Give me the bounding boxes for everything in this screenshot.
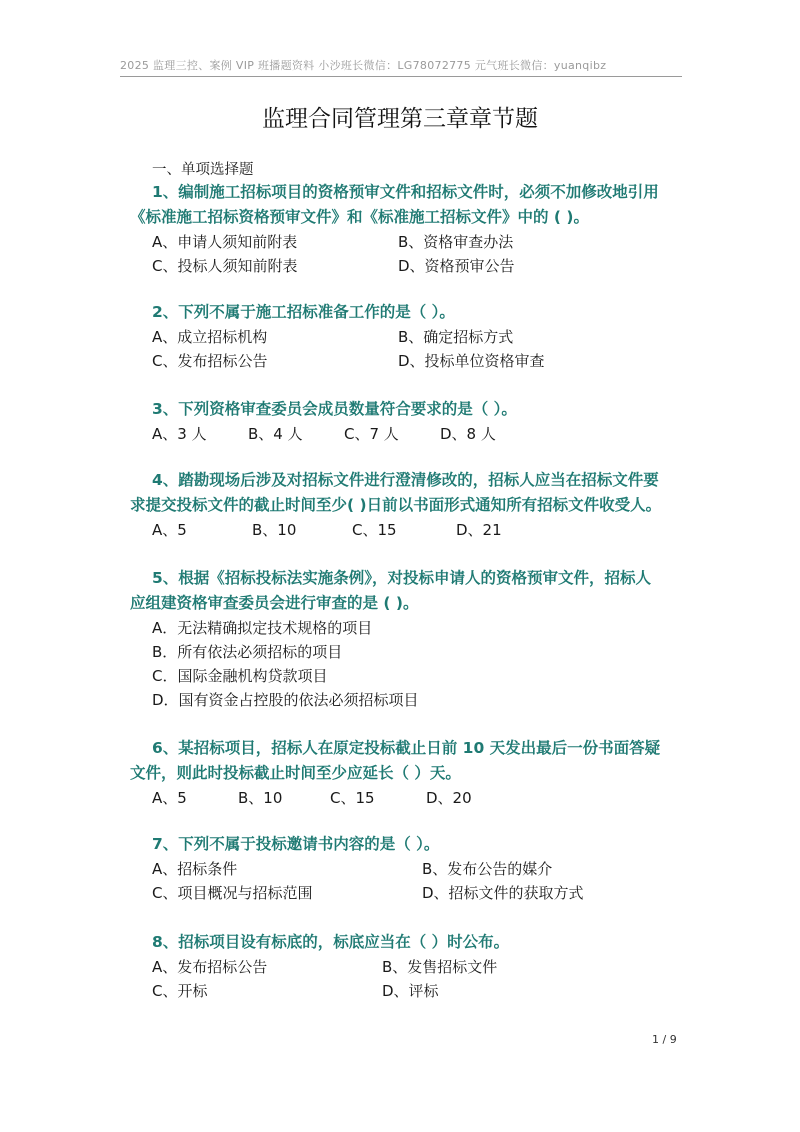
option-d: D、8 人 (440, 425, 496, 443)
header-divider (120, 76, 682, 77)
option-a: A、5 (152, 789, 187, 807)
question-text: 2、下列不属于施工招标准备工作的是（ ）。 (152, 303, 455, 321)
option-a: A、3 人 (152, 425, 207, 443)
question-6 (130, 736, 690, 810)
question-8 (130, 930, 690, 1003)
option-b: B．所有依法必须招标的项目 (152, 643, 343, 661)
option-a: A、申请人须知前附表 (152, 233, 298, 251)
option-a: A、5 (152, 521, 187, 539)
question-text: 文件，则此时投标截止时间至少应延长（ ）天。 (130, 764, 461, 782)
question-2 (130, 300, 690, 373)
option-c: C、15 (352, 521, 397, 539)
option-d: D．国有资金占控股的依法必须招标项目 (152, 691, 419, 709)
question-text: 6、某招标项目，招标人在原定投标截止日前 10 天发出最后一份书面答疑 (152, 739, 661, 757)
question-text: 应组建资格审查委员会进行审查的是 ( )。 (130, 594, 419, 612)
option-c: C、项目概况与招标范围 (152, 884, 313, 902)
option-d: D、招标文件的获取方式 (422, 884, 584, 902)
question-4 (130, 468, 690, 542)
option-d: D、资格预审公告 (398, 257, 515, 275)
option-a: A、招标条件 (152, 860, 238, 878)
question-3 (130, 397, 690, 446)
option-d: D、评标 (382, 982, 439, 1000)
option-a: A．无法精确拟定技术规格的项目 (152, 619, 373, 637)
question-text: 4、踏勘现场后涉及对招标文件进行澄清修改的，招标人应当在招标文件要 (152, 471, 659, 489)
section-heading: 一、单项选择题 (152, 162, 254, 178)
question-text: 《标准施工招标资格预审文件》和《标准施工招标文件》中的 ( )。 (130, 208, 589, 226)
page-header-text: 2025 监理三控、案例 VIP 班播题资料 小沙班长微信：LG78072775 元气班长微信：yuanqibz (120, 59, 607, 72)
option-b: B、发售招标文件 (382, 958, 498, 976)
question-text: 3、下列资格审查委员会成员数量符合要求的是（ ）。 (152, 400, 517, 418)
page-title: 监理合同管理第三章章节题 (262, 106, 538, 132)
option-c: C、7 人 (344, 425, 399, 443)
option-b: B、确定招标方式 (398, 328, 514, 346)
option-d: D、投标单位资格审查 (398, 352, 545, 370)
option-d: D、20 (426, 789, 472, 807)
question-text: 求提交投标文件的截止时间至少( )日前以书面形式通知所有招标文件收受人。 (130, 496, 662, 514)
option-b: B、10 (238, 789, 283, 807)
option-b: B、4 人 (248, 425, 303, 443)
option-c: C、开标 (152, 982, 208, 1000)
question-7 (130, 832, 690, 905)
question-text: 1、编制施工招标项目的资格预审文件和招标文件时，必须不加修改地引用 (152, 183, 659, 201)
option-c: C、15 (330, 789, 375, 807)
option-d: D、21 (456, 521, 502, 539)
question-1 (130, 180, 690, 278)
option-c: C、投标人须知前附表 (152, 257, 298, 275)
option-b: B、资格审查办法 (398, 233, 514, 251)
question-text: 5、根据《招标投标法实施条例》，对投标申请人的资格预审文件，招标人 (152, 569, 652, 587)
option-a: A、成立招标机构 (152, 328, 268, 346)
option-c: C．国际金融机构贷款项目 (152, 667, 328, 685)
question-5 (130, 566, 690, 712)
option-c: C、发布招标公告 (152, 352, 268, 370)
option-b: B、发布公告的媒介 (422, 860, 553, 878)
option-a: A、发布招标公告 (152, 958, 268, 976)
page-number: 1 / 9 (652, 1033, 677, 1046)
option-b: B、10 (252, 521, 297, 539)
question-text: 8、招标项目设有标底的，标底应当在（ ）时公布。 (152, 933, 510, 951)
question-text: 7、下列不属于投标邀请书内容的是（ ）。 (152, 835, 440, 853)
